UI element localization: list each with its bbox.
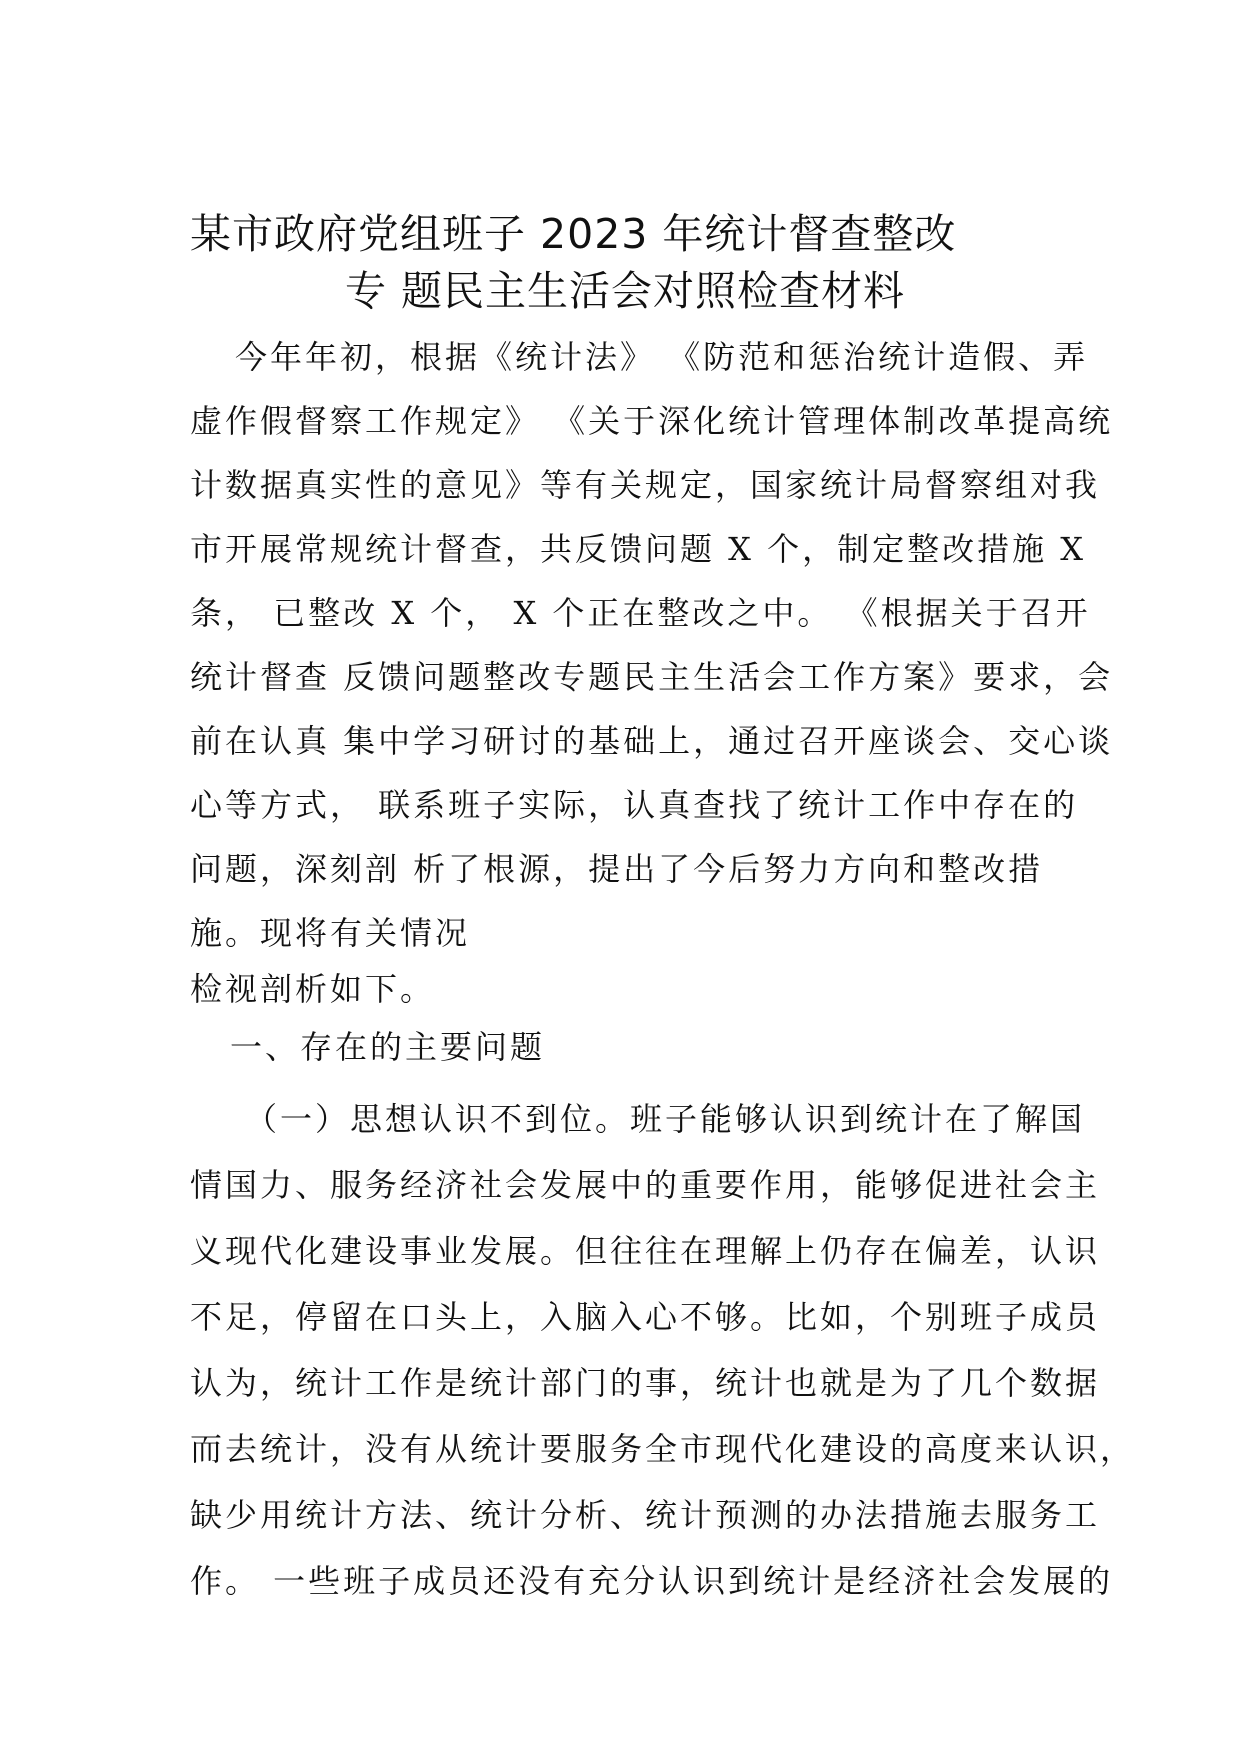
paragraph-line: 缺少用统计方法、统计分析、统计预测的办法措施去服务工 — [190, 1496, 1101, 1534]
paragraph-line: 统计督查 反馈问题整改专题民主生活会工作方案》要求，会 — [190, 658, 1114, 696]
paragraph-line: 检视剖析如下。 — [190, 970, 436, 1008]
paragraph-line: 条， 已整改 X 个， X 个正在整改之中。 《根据关于召开 — [190, 594, 1091, 632]
paragraph-line: 计数据真实性的意见》等有关规定，国家统计局督察组对我 — [190, 466, 1101, 504]
paragraph-line: 施。现将有关情况 — [190, 914, 471, 952]
paragraph-line: 情国力、服务经济社会发展中的重要作用，能够促进社会主 — [190, 1166, 1101, 1204]
paragraph-line: 前在认真 集中学习研讨的基础上，通过召开座谈会、交心谈 — [190, 722, 1114, 760]
paragraph-line: 不足，停留在口头上，入脑入心不够。比如，个别班子成员 — [190, 1298, 1101, 1336]
paragraph-line: 虚作假督察工作规定》 《关于深化统计管理体制改革提高统 — [190, 402, 1114, 440]
paragraph-line: （一）思想认识不到位。班子能够认识到统计在了解国 — [245, 1100, 1086, 1138]
paragraph-line: 市开展常规统计督查，共反馈问题 X 个，制定整改措施 X — [190, 530, 1087, 568]
paragraph-line: 义现代化建设事业发展。但往往在理解上仍存在偏差，认识 — [190, 1232, 1101, 1270]
paragraph-line: 心等方式， 联系班子实际，认真查找了统计工作中存在的 — [190, 786, 1079, 824]
document-title-line-2: 专 题民主生活会对照检查材料 — [345, 267, 906, 315]
document-title-line-1: 某市政府党组班子 2023 年统计督查整改 — [190, 210, 957, 258]
section-heading: 一、存在的主要问题 — [230, 1028, 546, 1066]
paragraph-line: 认为，统计工作是统计部门的事，统计也就是为了几个数据 — [190, 1364, 1101, 1402]
paragraph-line: 问题，深刻剖 析了根源，提出了今后努力方向和整改措 — [190, 850, 1044, 888]
paragraph-line: 而去统计，没有从统计要服务全市现代化建设的高度来认识， — [190, 1430, 1136, 1468]
paragraph-line: 今年年初，根据《统计法》 《防范和惩治统计造假、弄 — [235, 338, 1089, 376]
paragraph-line: 作。 一些班子成员还没有充分认识到统计是经济社会发展的 — [190, 1562, 1114, 1600]
